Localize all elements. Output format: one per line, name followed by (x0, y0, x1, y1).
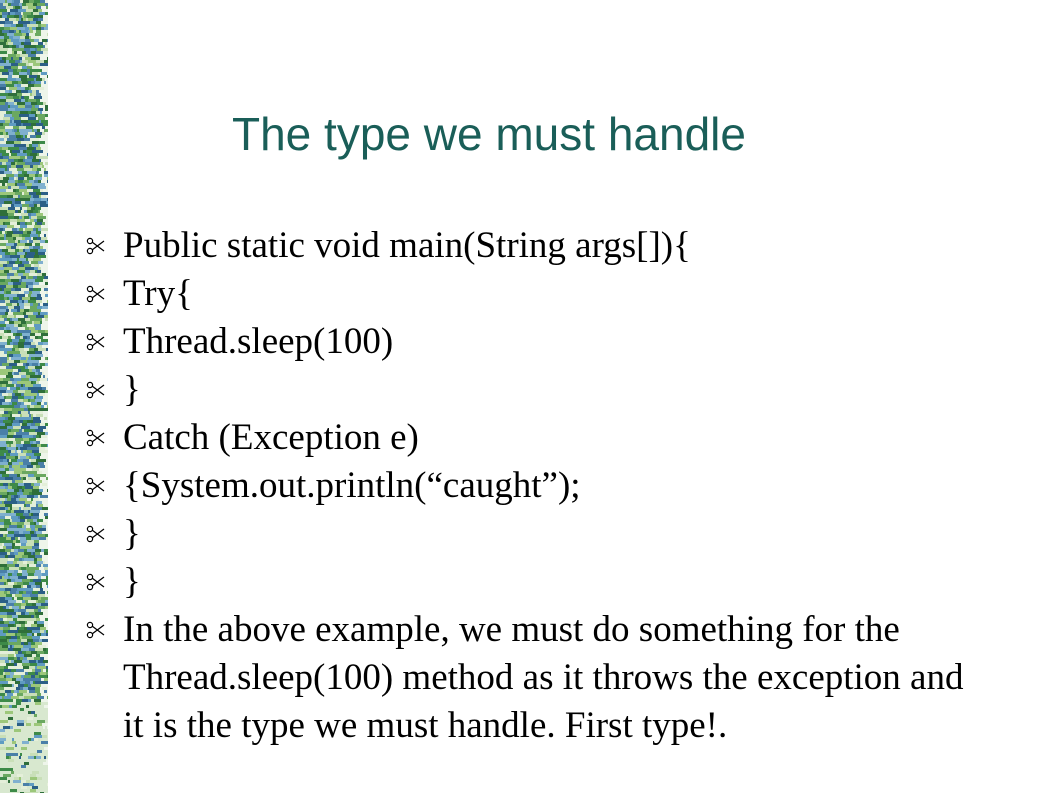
scissors-icon (86, 524, 106, 544)
bullet-text: {System.out.println(“caught”); (123, 465, 581, 506)
bullet-item (86, 366, 1046, 414)
bullet-list (86, 222, 1046, 750)
bullet-item (86, 414, 1046, 462)
scissors-icon (86, 332, 106, 352)
bullet-text: } (123, 513, 141, 554)
bullet-item (86, 318, 1046, 366)
decorative-side-strip (0, 0, 48, 793)
bullet-text: Public static void main(String args[]){ (123, 225, 691, 266)
bullet-item (86, 222, 1046, 270)
scissors-icon (86, 572, 106, 592)
scissors-icon (86, 284, 106, 304)
bullet-item (86, 510, 1046, 558)
scissors-icon (86, 476, 106, 496)
scissors-icon (86, 428, 106, 448)
bullet-text: Try{ (123, 273, 193, 314)
bullet-text: Thread.sleep(100) (123, 321, 394, 362)
bullet-item (86, 606, 983, 750)
side-strip-texture (0, 0, 48, 793)
bullet-text: } (123, 369, 141, 410)
scissors-icon (86, 380, 106, 400)
bullet-item (86, 270, 1046, 318)
bullet-text: Catch (Exception e) (123, 417, 419, 458)
slide-title: The type we must handle (232, 108, 746, 160)
bullet-item (86, 462, 1046, 510)
bullet-item (86, 558, 1046, 606)
bullet-text: } (123, 561, 141, 602)
bullet-text: In the above example, we must do something for the Thread.sleep(100) method as it throws the exception and it is the type we must handle. First type!. (123, 609, 964, 746)
scissors-icon (86, 620, 106, 640)
scissors-icon (86, 236, 106, 256)
